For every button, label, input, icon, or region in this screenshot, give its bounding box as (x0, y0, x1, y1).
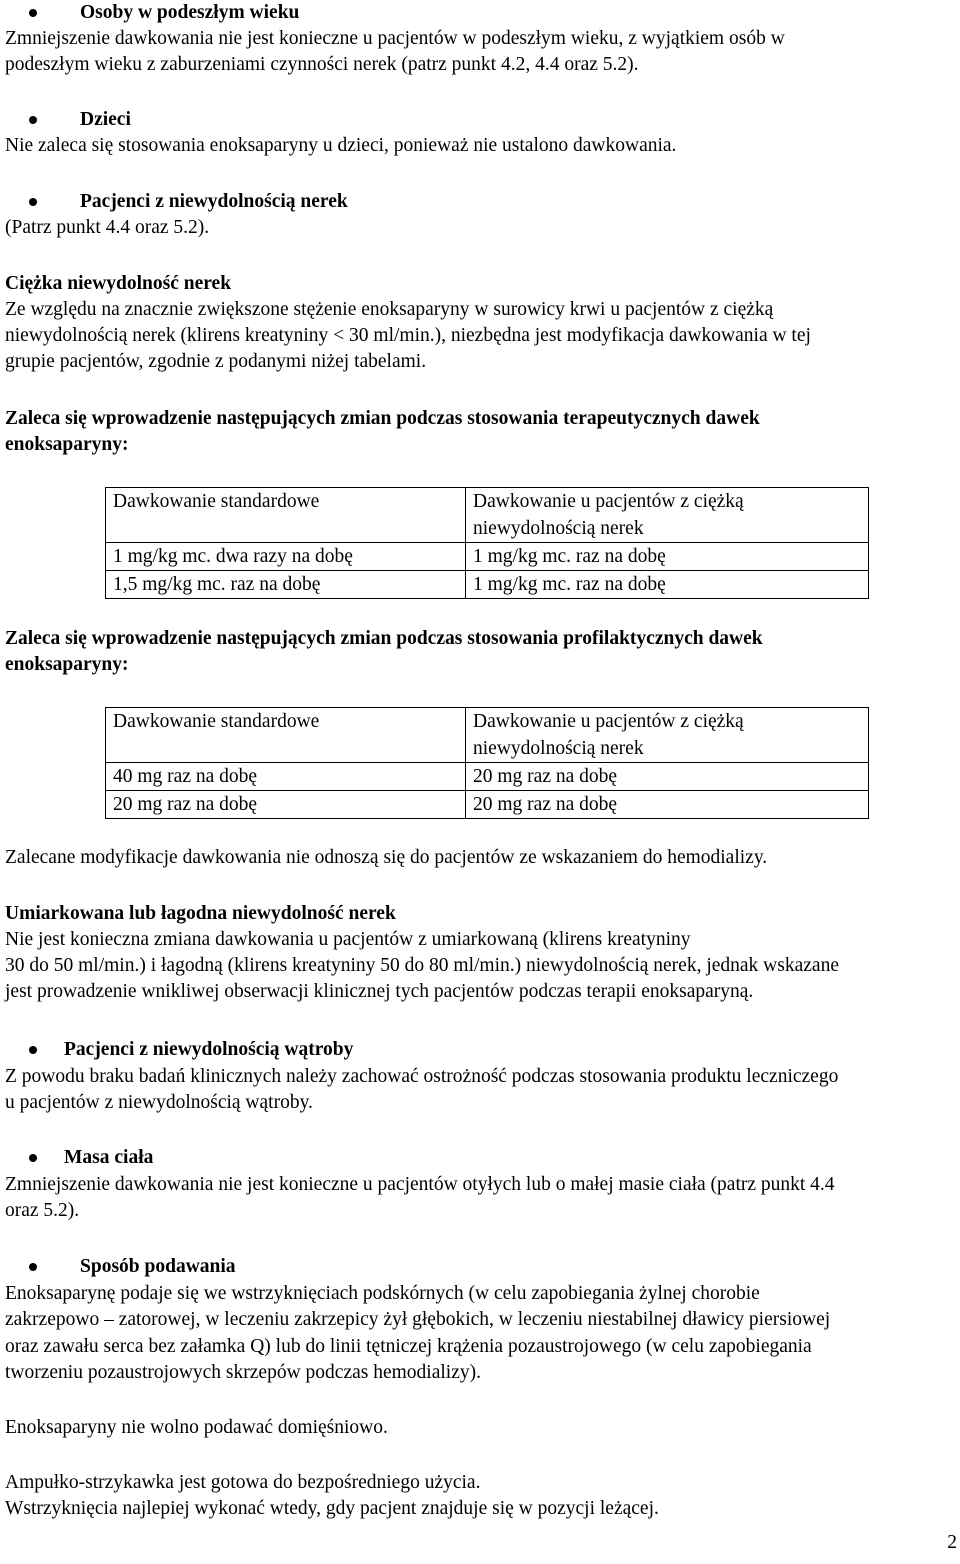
weight-text-line: oraz 5.2). (5, 1200, 80, 1221)
liver-text-line: Z powodu braku badań klinicznych należy zachować ostrożność podczas stosowania produktu leczniczego (5, 1066, 839, 1087)
elderly-text-line: podeszłym wieku z zaburzeniami czynności nerek (patrz punkt 4.2, 4.4 oraz 5.2). (5, 54, 639, 75)
prophylactic-heading: enoksaparyny: (5, 654, 129, 675)
weight-text-line: Zmniejszenie dawkowania nie jest konieczne u pacjentów otyłych lub o małej masie ciała (patrz punkt 4.4 (5, 1174, 835, 1195)
renal-heading: Pacjenci z niewydolnością nerek (5, 189, 960, 215)
therapeutic-heading: enoksaparyny: (5, 434, 129, 455)
table-header-row (106, 488, 869, 543)
bullet-icon (29, 116, 37, 124)
prophylactic-dose-table (105, 707, 869, 819)
children-heading: Dzieci (5, 107, 960, 133)
table-header-cell: Dawkowanie u pacjentów z ciężką niewydolnością nerek (466, 488, 869, 543)
table-header-cell: Dawkowanie standardowe (106, 708, 466, 763)
table-cell: 40 mg raz na dobę (106, 763, 466, 791)
bullet-icon (29, 198, 37, 206)
admin-heading: Sposób podawania (5, 1254, 960, 1280)
liver-text-line: u pacjentów z niewydolnością wątroby. (5, 1092, 313, 1113)
severe-text-line: grupie pacjentów, zgodnie z podanymi niżej tabelami. (5, 351, 427, 372)
bullet-icon (29, 1046, 37, 1054)
admin-text-line: tworzeniu pozaustrojowych skrzepów podczas hemodializy). (5, 1362, 481, 1383)
table-cell: 20 mg raz na dobę (106, 791, 466, 819)
table-cell: 1 mg/kg mc. dwa razy na dobę (106, 543, 466, 571)
prophylactic-heading: Zaleca się wprowadzenie następujących zmian podczas stosowania profilaktycznych dawek (5, 628, 763, 649)
table-row (106, 763, 869, 791)
elderly-heading: Osoby w podeszłym wieku (5, 0, 960, 26)
table-header-row (106, 708, 869, 763)
moderate-text-line: jest prowadzenie wnikliwej obserwacji klinicznej tych pacjentów podczas terapii enoksaparyną. (5, 981, 754, 1002)
bullet-icon (29, 1154, 37, 1162)
moderate-text-line: 30 do 50 ml/min.) i łagodną (klirens kreatyniny 50 do 80 ml/min.) niewydolnością nerek, jednak wskazane (5, 955, 839, 976)
table-cell: 20 mg raz na dobę (466, 763, 869, 791)
table-cell: 1 mg/kg mc. raz na dobę (466, 571, 869, 599)
admin-text-line: Enoksaparynę podaje się we wstrzyknięciach podskórnych (w celu zapobiegania żylnej chorobie (5, 1283, 760, 1304)
bullet-icon (29, 1263, 37, 1271)
table-header-cell: Dawkowanie standardowe (106, 488, 466, 543)
page-number: 2 (947, 1532, 957, 1553)
bullet-icon (29, 9, 37, 17)
therapeutic-dose-table (105, 487, 869, 599)
weight-heading: Masa ciała (5, 1145, 960, 1171)
ampoule-text-line: Ampułko-strzykawka jest gotowa do bezpośredniego użycia. (5, 1472, 481, 1493)
ampoule-text-line: Wstrzyknięcia najlepiej wykonać wtedy, gdy pacjent znajduje się w pozycji leżącej. (5, 1498, 659, 1519)
table-row (106, 543, 869, 571)
admin-text-line: zakrzepowo – zatorowej, w leczeniu zakrzepicy żył głębokich, w leczeniu niestabilnej dławicy piersiowej (5, 1309, 831, 1330)
severe-text-line: Ze względu na znacznie zwiększone stężenie enoksaparyny w surowicy krwi u pacjentów z ciężką (5, 299, 774, 320)
severe-text-line: niewydolnością nerek (klirens kreatyniny < 30 ml/min.), niezbędna jest modyfikacja dawkowania w tej (5, 325, 811, 346)
moderate-heading: Umiarkowana lub łagodna niewydolność nerek (5, 903, 396, 924)
table-cell: 1 mg/kg mc. raz na dobę (466, 543, 869, 571)
dialysis-note: Zalecane modyfikacje dawkowania nie odnoszą się do pacjentów ze wskazaniem do hemodializy. (5, 847, 768, 868)
table-header-cell: Dawkowanie u pacjentów z ciężką niewydolnością nerek (466, 708, 869, 763)
liver-heading: Pacjenci z niewydolnością wątroby (5, 1037, 960, 1063)
severe-heading: Ciężka niewydolność nerek (5, 273, 232, 294)
no-im-note: Enoksaparyny nie wolno podawać domięśniowo. (5, 1417, 388, 1438)
table-row (106, 571, 869, 599)
elderly-text-line: Zmniejszenie dawkowania nie jest konieczne u pacjentów w podeszłym wieku, z wyjątkiem osób w (5, 28, 785, 49)
moderate-text-line: Nie jest konieczna zmiana dawkowania u pacjentów z umiarkowaną (klirens kreatyniny (5, 929, 691, 950)
table-row (106, 791, 869, 819)
table-cell: 1,5 mg/kg mc. raz na dobę (106, 571, 466, 599)
therapeutic-heading: Zaleca się wprowadzenie następujących zmian podczas stosowania terapeutycznych dawek (5, 408, 760, 429)
renal-text: (Patrz punkt 4.4 oraz 5.2). (5, 217, 210, 238)
children-text: Nie zaleca się stosowania enoksaparyny u dzieci, ponieważ nie ustalono dawkowania. (5, 135, 677, 156)
admin-text-line: oraz zawału serca bez załamka Q) lub do linii tętniczej krążenia pozaustrojowego (w celu zapobiegania (5, 1336, 812, 1357)
table-cell: 20 mg raz na dobę (466, 791, 869, 819)
